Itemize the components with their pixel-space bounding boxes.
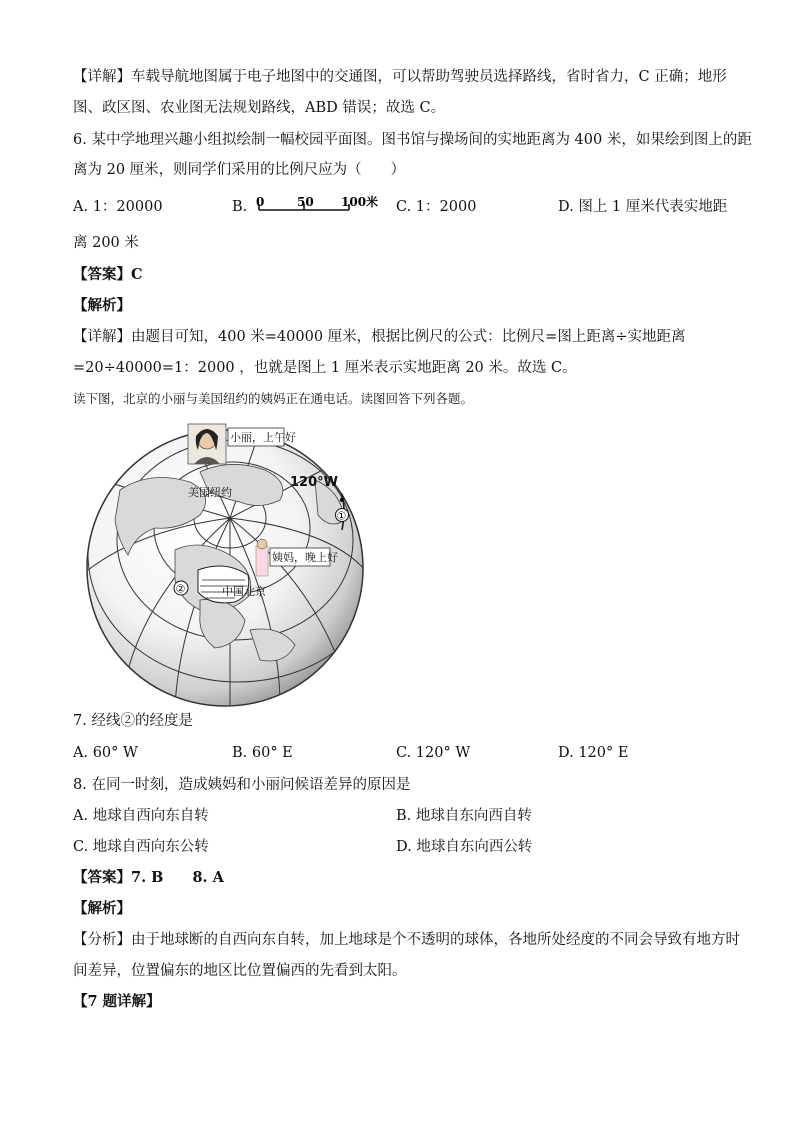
q6-detail-line2: =20÷40000=1：2000 ，也就是图上 1 厘米表示实地距离 20 米。故选 C。 bbox=[73, 360, 577, 376]
q78-analysis-label: 【解析】 bbox=[73, 900, 131, 917]
q7-option-a: A. 60° W bbox=[73, 745, 138, 761]
intro-text: 读下图，北京的小丽与美国纽约的姨妈正在通电话。读图回答下列各题。 bbox=[73, 391, 474, 406]
q7-option-c: C. 120° W bbox=[396, 745, 471, 761]
q6-option-b-prefix: B. bbox=[232, 199, 248, 215]
q5-detail-line2: 图、政区图、农业图无法规划路线，ABD 错误；故选 C。 bbox=[73, 100, 446, 116]
q6-option-a: A. 1：20000 bbox=[73, 199, 163, 215]
label-beijing: 中国北京 bbox=[222, 585, 266, 598]
q78-analysis-line1: 【分析】由于地球断的自西向东自转，加上地球是个不透明的球体，各地所处经度的不同会导致有地方时 bbox=[73, 932, 740, 948]
q8-option-d: D. 地球自东向西公转 bbox=[396, 839, 533, 855]
scale-label-0: 0 bbox=[256, 195, 265, 209]
q7-option-b: B. 60° E bbox=[232, 745, 293, 761]
person-auntie-avatar bbox=[256, 546, 268, 576]
q6-stem-line2: 离为 20 厘米，则同学们采用的比例尺应为（ ） bbox=[73, 162, 406, 178]
q6-option-d-line1: D. 图上 1 厘米代表实地距 bbox=[558, 199, 728, 215]
marker-2: ② bbox=[175, 582, 186, 596]
q6-detail-line1: 【详解】由题目可知，400 米=40000 厘米，根据比例尺的公式：比例尺=图上距离÷实地距离 bbox=[73, 329, 686, 345]
q8-stem: 8. 在同一时刻，造成姨妈和小丽问候语差异的原因是 bbox=[73, 777, 411, 793]
q7-detail-label: 【7 题详解】 bbox=[73, 993, 161, 1010]
q78-analysis-line2: 间差异，位置偏东的地区比位置偏西的先看到太阳。 bbox=[73, 963, 407, 979]
q6-stem-line1: 6. 某中学地理兴趣小组拟绘制一幅校园平面图。图书馆与操场间的实地距离为 400 米，如果绘到图上的距 bbox=[73, 132, 752, 148]
globe-figure bbox=[80, 420, 370, 710]
label-new-york: 美国纽约 bbox=[188, 486, 232, 499]
bubble-bottom-text: 姨妈，晚上好 bbox=[272, 551, 338, 564]
q6-option-d-line2: 离 200 米 bbox=[73, 235, 139, 251]
q6-answer: 【答案】C bbox=[73, 266, 143, 283]
q8-option-a: A. 地球自西向东自转 bbox=[73, 808, 209, 824]
q6-option-c: C. 1：2000 bbox=[396, 199, 477, 215]
label-120w: 120°W bbox=[290, 475, 338, 490]
q8-option-c: C. 地球自西向东公转 bbox=[73, 839, 209, 855]
q6-analysis-label: 【解析】 bbox=[73, 297, 131, 314]
scale-label-100: 100米 bbox=[341, 195, 379, 209]
q7-stem: 7. 经线②的经度是 bbox=[73, 713, 193, 729]
line-scale-bar bbox=[253, 193, 393, 221]
q78-answer: 【答案】7. B 8. A bbox=[73, 869, 224, 886]
q5-detail-line1: 【详解】车载导航地图属于电子地图中的交通图，可以帮助驾驶员选择路线，省时省力，C 正确；地形 bbox=[73, 69, 727, 85]
q7-option-d: D. 120° E bbox=[558, 745, 629, 761]
q8-option-b: B. 地球自东向西自转 bbox=[396, 808, 532, 824]
bubble-top-text: 小丽，上午好 bbox=[230, 431, 296, 444]
marker-1: ① bbox=[336, 509, 347, 523]
scale-label-50: 50 bbox=[297, 195, 314, 209]
